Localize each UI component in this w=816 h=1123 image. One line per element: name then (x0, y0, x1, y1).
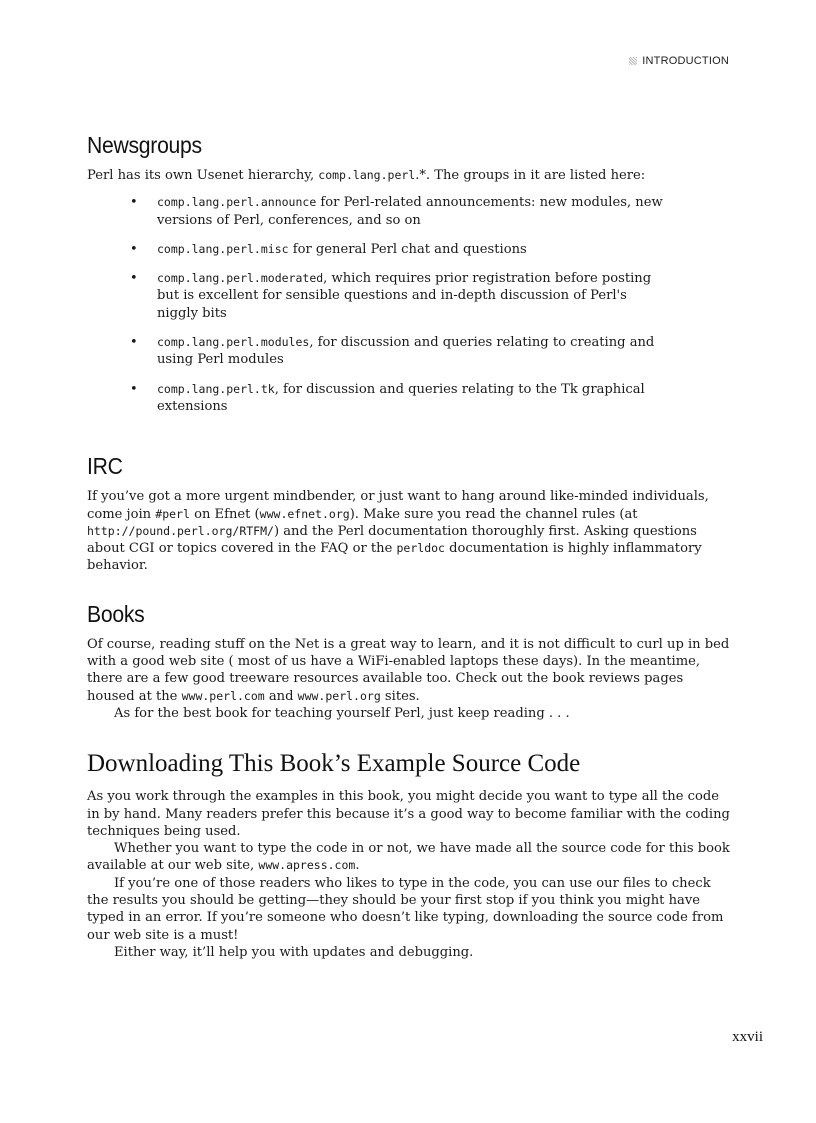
newsgroups-intro: Perl has its own Usenet hierarchy, comp.lang.perl.*. The groups in it are listed here: (87, 168, 646, 183)
irc-paragraph: If you’ve got a more urgent mindbender, or just want to hang around like-minded individuals, come join #perl on Efnet (www.efnet.org). Make sure you read the channel rules (at http://pound.perl.org/RTFM/) and the Perl documentation thoroughly first. Asking questions about CGI or topics covered in the FAQ or the perldoc documentation is highly inflammatory behavior. (87, 489, 709, 574)
download-heading: Downloading This Book’s Example Source Code (87, 750, 581, 778)
download-paragraph-1: As you work through the examples in this book, you might decide you want to type all the code in by hand. Many readers prefer this because it’s a good way to become familiar with the coding techniques being used. (87, 789, 730, 839)
newsgroups-heading: Newsgroups (87, 132, 202, 158)
list-item: • comp.lang.perl.tk, for discussion and queries relating to the Tk graphical extensions (130, 381, 645, 414)
books-heading: Books (87, 600, 145, 627)
page-content (87, 132, 731, 961)
running-header-label: INTRODUCTION (642, 55, 729, 67)
download-paragraph-4: Either way, it’ll help you with updates and debugging. (114, 944, 474, 960)
download-paragraph-2: Whether you want to type the code in or not, we have made all the source code for this book available at our web site, www.apress.com. (87, 841, 730, 874)
list-item: • comp.lang.perl.moderated, which requires prior registration before posting but is excellent for sensible questions and in-depth discussion of Perl's niggly bits (130, 271, 652, 321)
books-paragraph-2: As for the best book for teaching yourself Perl, just keep reading . . . (114, 705, 570, 721)
list-item: • comp.lang.perl.modules, for discussion and queries relating to creating and using Perl modules (130, 335, 655, 368)
page-number: xxvii (732, 1029, 763, 1045)
bullet-icon: • (130, 335, 138, 351)
list-item: • comp.lang.perl.misc for general Perl chat and questions (130, 241, 527, 257)
bullet-icon: • (130, 241, 138, 257)
newsgroups-list (87, 194, 731, 415)
books-paragraph: Of course, reading stuff on the Net is a great way to learn, and it is not difficult to curl up in bed with a good web site ( most of us have a WiFi-enabled laptops these days). In the meantime, there are a few good treeware resources available too. Check out the book reviews pages housed at the www.perl.com and www.perl.org sites. (87, 636, 730, 704)
irc-heading: IRC (87, 453, 123, 480)
bullet-icon: • (130, 195, 138, 211)
bullet-icon: • (130, 381, 138, 397)
download-paragraph-3: If you’re one of those readers who likes to type in the code, you can use our files to check the results you should be getting—they should be your first stop if you think you might have typed in an error. If you’re someone who doesn’t like typing, downloading the source code from our web site is a must! (87, 875, 724, 943)
bullet-icon: • (130, 271, 138, 287)
header-mark-icon (629, 57, 637, 65)
running-header (629, 55, 729, 67)
list-item: • comp.lang.perl.announce for Perl-related announcements: new modules, new versions of Perl, conferences, and so on (130, 195, 663, 228)
